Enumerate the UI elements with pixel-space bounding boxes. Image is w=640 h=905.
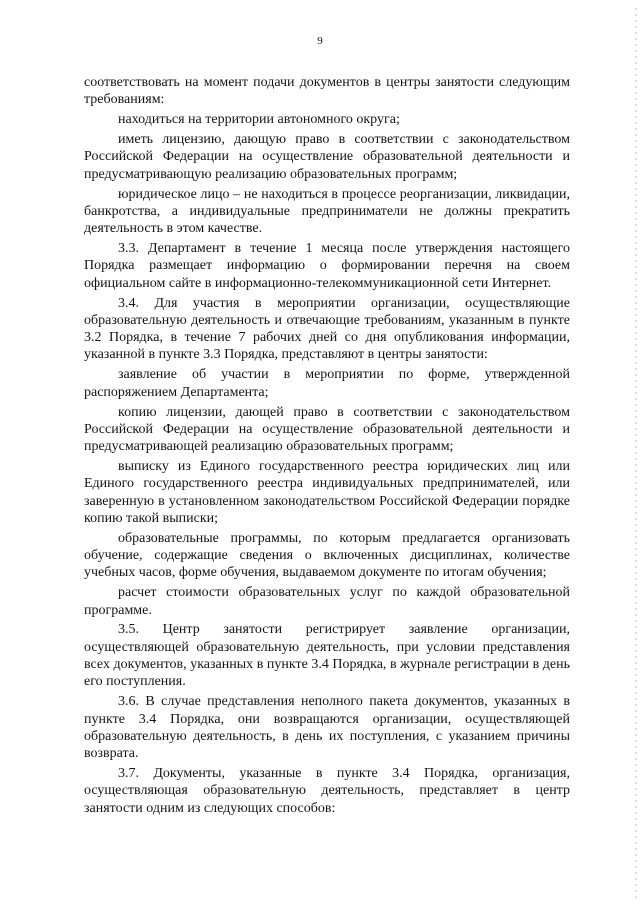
paragraph-clause-3-6: 3.6. В случае представления неполного пакета документов, указанных в пункте 3.4 Порядка, они возвращаются организации, осуществляющей образовательную деятельность, в день их поступления, с указанием причины возврата.: [84, 694, 570, 762]
paragraph-clause-3-4: 3.4. Для участия в мероприятии организации, осуществляющие образовательную деятельность и отвечающие требованиям, указанным в пункте 3.2 Порядка, в течение 7 рабочих дней со дня опубликования информации, указанной в пункте 3.3 Порядка, представляют в центры занятости:: [84, 295, 570, 363]
paragraph-doc-license-copy: копию лицензии, дающей право в соответствии с законодательством Российской Федерации на осуществление образовательной деятельности и предусматривающей реализацию образовательных программ;: [84, 404, 570, 455]
paragraph-doc-programs: образовательные программы, по которым предлагается организовать обучение, содержащие сведения о включенных дисциплинах, количестве учебных часов, форме обучения, выдаваемом документе по итогам обучения;: [84, 530, 570, 581]
paragraph-requirement-legal-status: юридическое лицо – не находиться в процессе реорганизации, ликвидации, банкротства, а индивидуальные предприниматели не должны прекратить деятельность в этом качестве.: [84, 186, 570, 237]
paragraph-doc-registry-extract: выписку из Единого государственного реестра юридических лиц или Единого государственного реестра индивидуальных предпринимателей, или заверенную в установленном законодательством Российской Федерации порядке копию такой выписки;: [84, 458, 570, 526]
document-body: [84, 74, 570, 819]
paragraph-requirement-territory: находиться на территории автономного округа;: [118, 112, 400, 128]
page-number: 9: [317, 35, 323, 47]
paragraph-doc-application: заявление об участии в мероприятии по форме, утвержденной распоряжением Департамента;: [84, 367, 570, 400]
paragraph-doc-cost-calculation: расчет стоимости образовательных услуг по каждой образовательной программе.: [84, 585, 570, 618]
paragraph-requirement-license: иметь лицензию, дающую право в соответствии с законодательством Российской Федерации на осуществление образовательной деятельности и предусматривающую реализацию образовательных программ;: [84, 132, 570, 182]
paragraph-clause-3-5: 3.5. Центр занятости регистрирует заявление организации, осуществляющей образовательную деятельность, при условии представления всех документов, указанных в пункте 3.4 Порядка, в журнале регистрации в день его поступления.: [84, 622, 570, 690]
paragraph-requirements-intro: соответствовать на момент подачи документов в центры занятости следующим требованиям:: [84, 75, 570, 108]
paragraph-clause-3-3: 3.3. Департамент в течение 1 месяца после утверждения настоящего Порядка размещает информацию о формировании перечня на своем официальном сайте в информационно-телекоммуникационной сети Интернет.: [84, 241, 570, 291]
paragraph-clause-3-7: 3.7. Документы, указанные в пункте 3.4 Порядка, организация, осуществляющая образовательную деятельность, представляет в центр занятости одним из следующих способов:: [84, 766, 570, 816]
scan-edge-artifact: [635, 8, 637, 898]
